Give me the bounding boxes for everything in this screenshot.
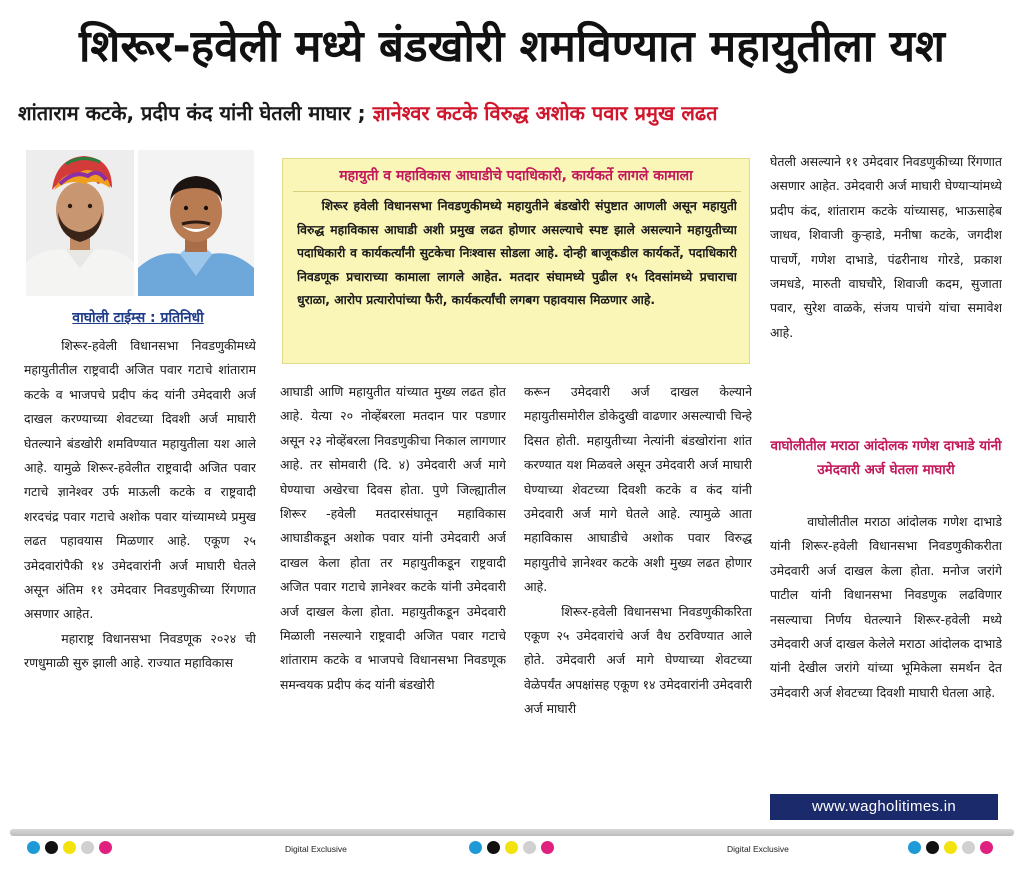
article-paragraph: करून उमेदवारी अर्ज दाखल केल्याने महायुतीसमोरील डोकेदुखी वाढणार असल्याची चिन्हे दिसत होती. महायुतीच्या नेत्यांनी बंडखोरांना शांत करण्यात यश मिळवले असून उमेदवारी अर्ज माघारी घेण्याच्या शेवटच्या दिवशी कटके व कंद यांनी उमेदवारी अर्ज मागे घेतले आहे. त्यामुळे आता महाविकास आघाडीचे अशोक पवार विरुद्ध महायुतीचे ज्ञानेश्वर कटके अशी मुख्य लढत होणार आहे.	[524, 384, 752, 595]
magenta-dot-icon	[980, 841, 993, 854]
cyan-dot-icon	[908, 841, 921, 854]
black-dot-icon	[926, 841, 939, 854]
cyan-dot-icon	[27, 841, 40, 854]
footer-divider	[10, 829, 1014, 836]
portrait-smiling-image	[138, 150, 254, 296]
article-paragraph: महाराष्ट्र विधानसभा निवडणूक २०२४ ची रणधुमाळी सुरु झाली आहे. राज्यात महाविकास	[24, 630, 256, 671]
article-paragraph: शिरूर-हवेली विधानसभा निवडणुकीकरिता एकूण २५ उमेदवारांचे अर्ज वैध ठरविण्यात आले होते. उमेदवारी अर्ज मागे घेण्याच्या शेवटच्या वेळेपर्यंत अपक्षांसह एकूण १४ उमेदवारांनी उमेदवारी अर्ज माघारी	[524, 603, 752, 717]
yellow-dot-icon	[505, 841, 518, 854]
highlight-divider	[293, 191, 741, 192]
article-column-4	[770, 150, 1002, 432]
magenta-dot-icon	[541, 841, 554, 854]
article-column-2	[280, 380, 506, 820]
color-registration-dots-center	[469, 841, 554, 855]
color-registration-dots-right	[908, 841, 993, 855]
subheadline-right: ज्ञानेश्वर कटके विरुद्ध अशोक पवार प्रमुख लढत	[372, 101, 718, 125]
headline: शिरूर-हवेली मध्ये बंडखोरी शमविण्यात महायुतीला यश	[79, 21, 945, 72]
highlight-box	[282, 158, 750, 364]
article-paragraph: वाघोलीतील मराठा आंदोलक गणेश दाभाडे यांनी शिरूर-हवेली विधानसभा निवडणुकीकरीता उमेदवारी अर्ज दाखल केला होता. मनोज जरांगे पाटील यांनी विधानसभा निवडणुक लढविणार नसल्याचा निर्णय घेतल्याने शिरूर-हवेली मध्ये उमेदवारी अर्ज दाखल केलेले मराठा आंदोलक दाभाडे यांनी देखील जरांगे यांच्या भूमिकेला समर्थन देत उमेदवारी अर्ज शेवटच्या दिवशी माघारी घेतला आहे.	[770, 514, 1002, 700]
color-registration-dots-left	[27, 841, 112, 855]
yellow-dot-icon	[944, 841, 957, 854]
black-dot-icon	[45, 841, 58, 854]
article-paragraph: घेतली असल्याने ११ उमेदवार निवडणुकीच्या रिंगणात असणार आहेत. उमेदवारी अर्ज माघारी घेण्याऱ्यांमध्ये प्रदीप कंद, शांताराम कटके यांच्यासह, भाऊसाहेब जाधव, शिवाजी कुऱ्हाडे, मनीषा कटके, जगदीश पाचर्णे, गणेश दाभाडे, पंढरीनाथ गोरडे, प्रकाश जमधडे, मारुती वाघचौरे, शिवाजी कदम, सुजाता पवार, सुरेश वाळके, संजय पाचंगे यांचा समावेश आहे.	[770, 154, 1002, 340]
website-link[interactable]: www.wagholitimes.in	[770, 794, 998, 820]
photo-candidate-right	[138, 150, 254, 296]
highlight-title: महायुती व महाविकास आघाडीचे पदाधिकारी, कार्यकर्ते लागले कामाला	[339, 168, 693, 184]
article-column-4-continued	[770, 510, 1002, 790]
magenta-dot-icon	[99, 841, 112, 854]
subheadline-left: शांताराम कटके, प्रदीप कंद यांनी घेतली माघार ;	[18, 101, 366, 125]
cyan-dot-icon	[469, 841, 482, 854]
grey-dot-icon	[962, 841, 975, 854]
article-column-3	[524, 380, 752, 820]
footer-label-right: Digital Exclusive	[727, 844, 789, 854]
highlight-paragraph: शिरूर हवेली विधानसभा निवडणुकीमध्ये महायुतीने बंडखोरी संपुष्टात आणली असून महायुती विरुद्ध महाविकास आघाडी अशी प्रमुख लढत होणार असल्याचे स्पष्ट झाले असल्याने महायुतीच्या पदाधिकारी व कार्यकर्त्यांनी सुटकेचा निःश्वास सोडला आहे. दोन्ही बाजूकडील कार्यकर्ते, पदाधिकारी निवडणूक प्रचाराच्या कामाला लागले आहेत. मतदार संघामध्ये पुढील १५ दिवसांमध्ये प्रचाराचा धुराळा, आरोप प्रत्यारोपांच्या फैरी, कार्यकर्त्यांची लगबग पहावयास मिळणार आहे.	[297, 199, 737, 307]
article-paragraph: आघाडी आणि महायुतीत यांच्यात मुख्य लढत होत आहे. येत्या २० नोव्हेंबरला मतदान पार पडणार असून २३ नोव्हेंबरला निवडणुकीचा निकाल लागणार आहे. तर सोमवारी (दि. ४) उमेदवारी अर्ज मागे घेण्याचा अखेरचा दिवस होता. पुणे जिल्ह्यातील शिरूर -हवेली मतदारसंघातून महाविकास आघाडीकडून अशोक पवार यांनी उमेदवारी अर्ज दाखल केला होता तर महायुतीकडून राष्ट्रवादी अजित पवार गटाचे ज्ञानेश्वर कटके यांनी उमेदवारी अर्ज दाखल केला होता. महायुतीकडून उमेदवारी मिळाली नसल्याने राष्ट्रवादी अजित पवार गटाचे शांताराम कटके व भाजपचे विधानसभा निवडणूक समन्वयक प्रदीप कंद यांनी बंडखोरी	[280, 384, 506, 692]
subheading-right: वाघोलीतील मराठा आंदोलक गणेश दाभाडे यांनी उमेदवारी अर्ज घेतला माघारी	[770, 438, 1002, 478]
grey-dot-icon	[81, 841, 94, 854]
article-paragraph: शिरूर-हवेली विधानसभा निवडणुकीमध्ये महायुतीतील राष्ट्रवादी अजित पवार गटाचे शांताराम कटके व भाजपचे प्रदीप कंद यांनी उमेदवारी अर्ज दाखल करण्याच्या शेवटच्या दिवशी अर्ज माघारी घेतल्याने बंडखोरी शमविण्यात महायुतीला यश आले आहे. यामुळे शिरूर-हवेलीत राष्ट्रवादी अजित पवार गटाचे ज्ञानेश्वर उर्फ माऊली कटके व राष्ट्रवादी शरदचंद्र पवार गटाचे अशोक पवार यांच्यामध्ये प्रमुख लढत पहावयास मिळणार आहे. एकूण २५ उमेदवारांपैकी १४ उमेदवारांनी अर्ज माघारी घेतले असून अंतिम ११ उमेदवार निवडणुकीच्या रिंगणात असणार आहेत.	[24, 338, 256, 622]
article-column-1	[24, 334, 256, 820]
byline: वाघोली टाईम्स : प्रतिनिधी	[72, 310, 204, 326]
black-dot-icon	[487, 841, 500, 854]
highlight-body	[297, 195, 737, 361]
subheadline	[18, 96, 1008, 130]
footer-label-left: Digital Exclusive	[285, 844, 347, 854]
grey-dot-icon	[523, 841, 536, 854]
photo-candidate-left	[26, 150, 134, 296]
yellow-dot-icon	[63, 841, 76, 854]
portrait-turban-image	[26, 150, 134, 296]
